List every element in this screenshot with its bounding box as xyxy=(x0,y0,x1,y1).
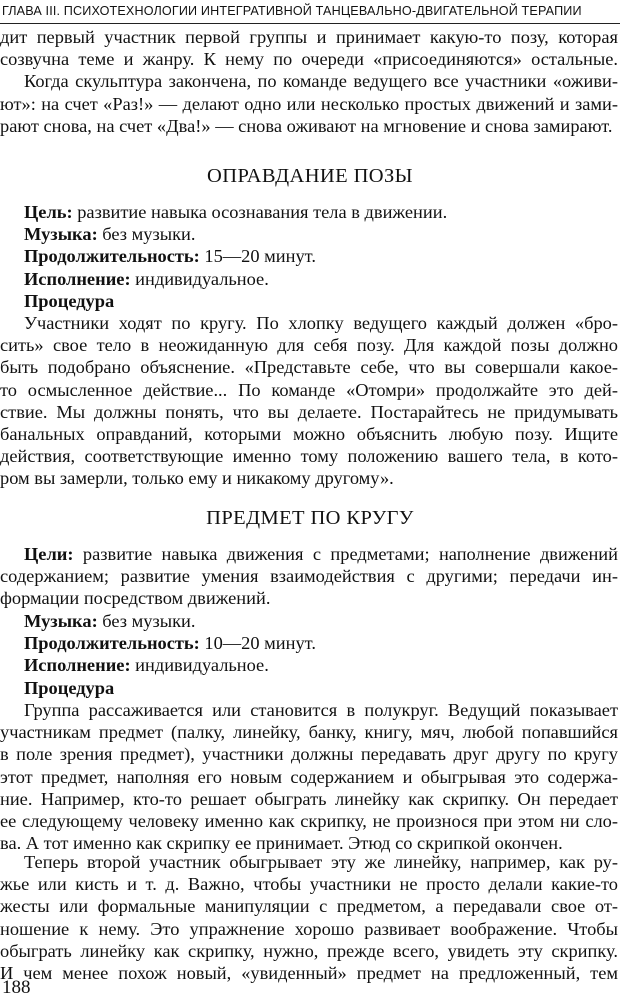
section2-goal xyxy=(0,543,618,610)
text-line: ношение к нему. Это упражнение хорошо развивает воображение. Чтобы xyxy=(0,918,618,939)
text-line: участникам предмет (палку, линейку, банку, книгу, мяч, любой попавшийся xyxy=(0,722,618,743)
text-line: ствие. Мы должны понять, что вы делаете. Постарайтесь не придумывать xyxy=(0,401,618,422)
page-number: 188 xyxy=(2,977,31,998)
section-heading: ОПРАВДАНИЕ ПОЗЫ xyxy=(207,165,413,187)
field-label: Процедура xyxy=(24,290,115,311)
text-line: И чем менее похож новый, «увиденный» предмет на предложенный, тем xyxy=(0,962,618,983)
field-value: индивидуальное. xyxy=(130,268,269,289)
field-label: Музыка: xyxy=(24,224,98,245)
text-line xyxy=(0,543,618,565)
section-heading: ПРЕДМЕТ ПО КРУГУ xyxy=(206,507,414,529)
field-label: Продолжительность: xyxy=(24,633,200,654)
field-value: 15—20 минут. xyxy=(199,246,316,267)
text-line: Когда скульптура закончена, по команде ведущего все участники «оживи- xyxy=(24,71,618,92)
text-line: ее следующему человеку именно как скрипку, не произнося при этом ни сло- xyxy=(0,810,618,831)
text-line: ние. Например, кто-то решает обыграть линейку как скрипку. Он передает xyxy=(0,788,618,809)
field-label: Продолжительность: xyxy=(24,246,200,267)
section2-fields xyxy=(0,610,618,699)
field-value: развитие навыка осознавания тела в движении. xyxy=(72,202,448,222)
text-line: действия, соответствующие именно тому положению вашего тела, в кото- xyxy=(0,446,618,467)
text-line: ва. А тот именно как скрипку ее принимает. Этюд со скрипкой окончен. xyxy=(0,833,563,854)
field-execution xyxy=(0,268,618,290)
field-value: развитие навыка движения с предметами; наполнение движений xyxy=(73,544,618,564)
text-line: сить» свое тело в неожиданную для себя позу. Для каждой позы должно xyxy=(0,335,618,356)
section1-fields xyxy=(0,201,618,312)
text-line: Участники ходят по кругу. По хлопку ведущего каждый должен «бро- xyxy=(24,313,618,333)
header-rule xyxy=(0,23,620,24)
field-procedure xyxy=(0,677,618,699)
field-music xyxy=(0,610,618,632)
field-label: Исполнение: xyxy=(24,268,131,289)
section2-procedure xyxy=(0,699,618,854)
intro-paragraph xyxy=(0,26,618,137)
text-line: обыграть линейку как скрипку, нужно, прежде всего, увидеть эту скрипку. xyxy=(0,940,618,961)
running-header: ГЛАВА III. ПСИХОТЕХНОЛОГИИ ИНТЕГРАТИВНОЙ ТАНЦЕВАЛЬНО-ДВИГАТЕЛЬНОЙ ТЕРАПИИ xyxy=(2,4,582,18)
field-value: без музыки. xyxy=(97,611,196,631)
field-execution xyxy=(0,654,618,676)
field-duration xyxy=(0,245,618,267)
text-line: дит первый участник первой группы и принимает какую-то позу, которая xyxy=(0,27,618,47)
text-line: созвучна теме и жанру. К нему по очереди «присоединяются» остальные. xyxy=(0,49,618,70)
field-goal xyxy=(0,201,618,223)
field-label: Цели: xyxy=(24,544,74,564)
section1-procedure xyxy=(0,312,618,490)
text-line: ют»: на счет «Раз!» — делают одно или несколько простых движений и зами- xyxy=(0,93,618,114)
text-line: банальных оправданий, которыми можно объяснить любую позу. Ищите xyxy=(0,423,618,444)
field-label: Цель: xyxy=(24,202,73,222)
text-line: то осмысленное действие... По команде «Отомри» продолжайте это дей- xyxy=(0,379,618,400)
field-label: Музыка: xyxy=(24,611,98,631)
field-music xyxy=(0,223,618,245)
field-value: без музыки. xyxy=(97,224,196,245)
text-line: быть подобрано объяснение. «Представьте себе, что вы совершали какое- xyxy=(0,357,618,378)
text-line: в поле зрения предмет), участники должны передавать друг другу по кругу xyxy=(0,744,618,765)
text-line: Теперь второй участник обыгрывает эту же линейку, например, как ру- xyxy=(24,852,618,872)
field-value: 10—20 минут. xyxy=(199,633,316,654)
text-line: жье или кисть и т. д. Важно, чтобы участники не просто делали какие-то xyxy=(0,874,618,895)
field-label: Исполнение: xyxy=(24,655,131,676)
field-value: индивидуальное. xyxy=(130,655,269,676)
text-line: формации посредством движений. xyxy=(0,588,271,609)
text-line: содержанием; развитие умения взаимодействия с другими; передачи ин- xyxy=(0,566,618,587)
text-line: этот предмет, наполняя его новым содержанием и обыгрывая это содержа- xyxy=(0,766,618,787)
text-line: жесты или формальные манипуляции с предметом, а передавали свое от- xyxy=(0,896,618,917)
field-label: Процедура xyxy=(24,677,115,698)
text-line: ром вы замерли, только ему и никакому другому». xyxy=(0,468,394,489)
text-line: рают снова, на счет «Два!» — снова оживают на мгновение и снова замирают. xyxy=(0,115,613,136)
field-procedure xyxy=(0,290,618,312)
field-duration xyxy=(0,632,618,654)
section2-continuation xyxy=(0,851,618,984)
text-line: Группа рассаживается или становится в полукруг. Ведущий показывает xyxy=(24,700,618,720)
